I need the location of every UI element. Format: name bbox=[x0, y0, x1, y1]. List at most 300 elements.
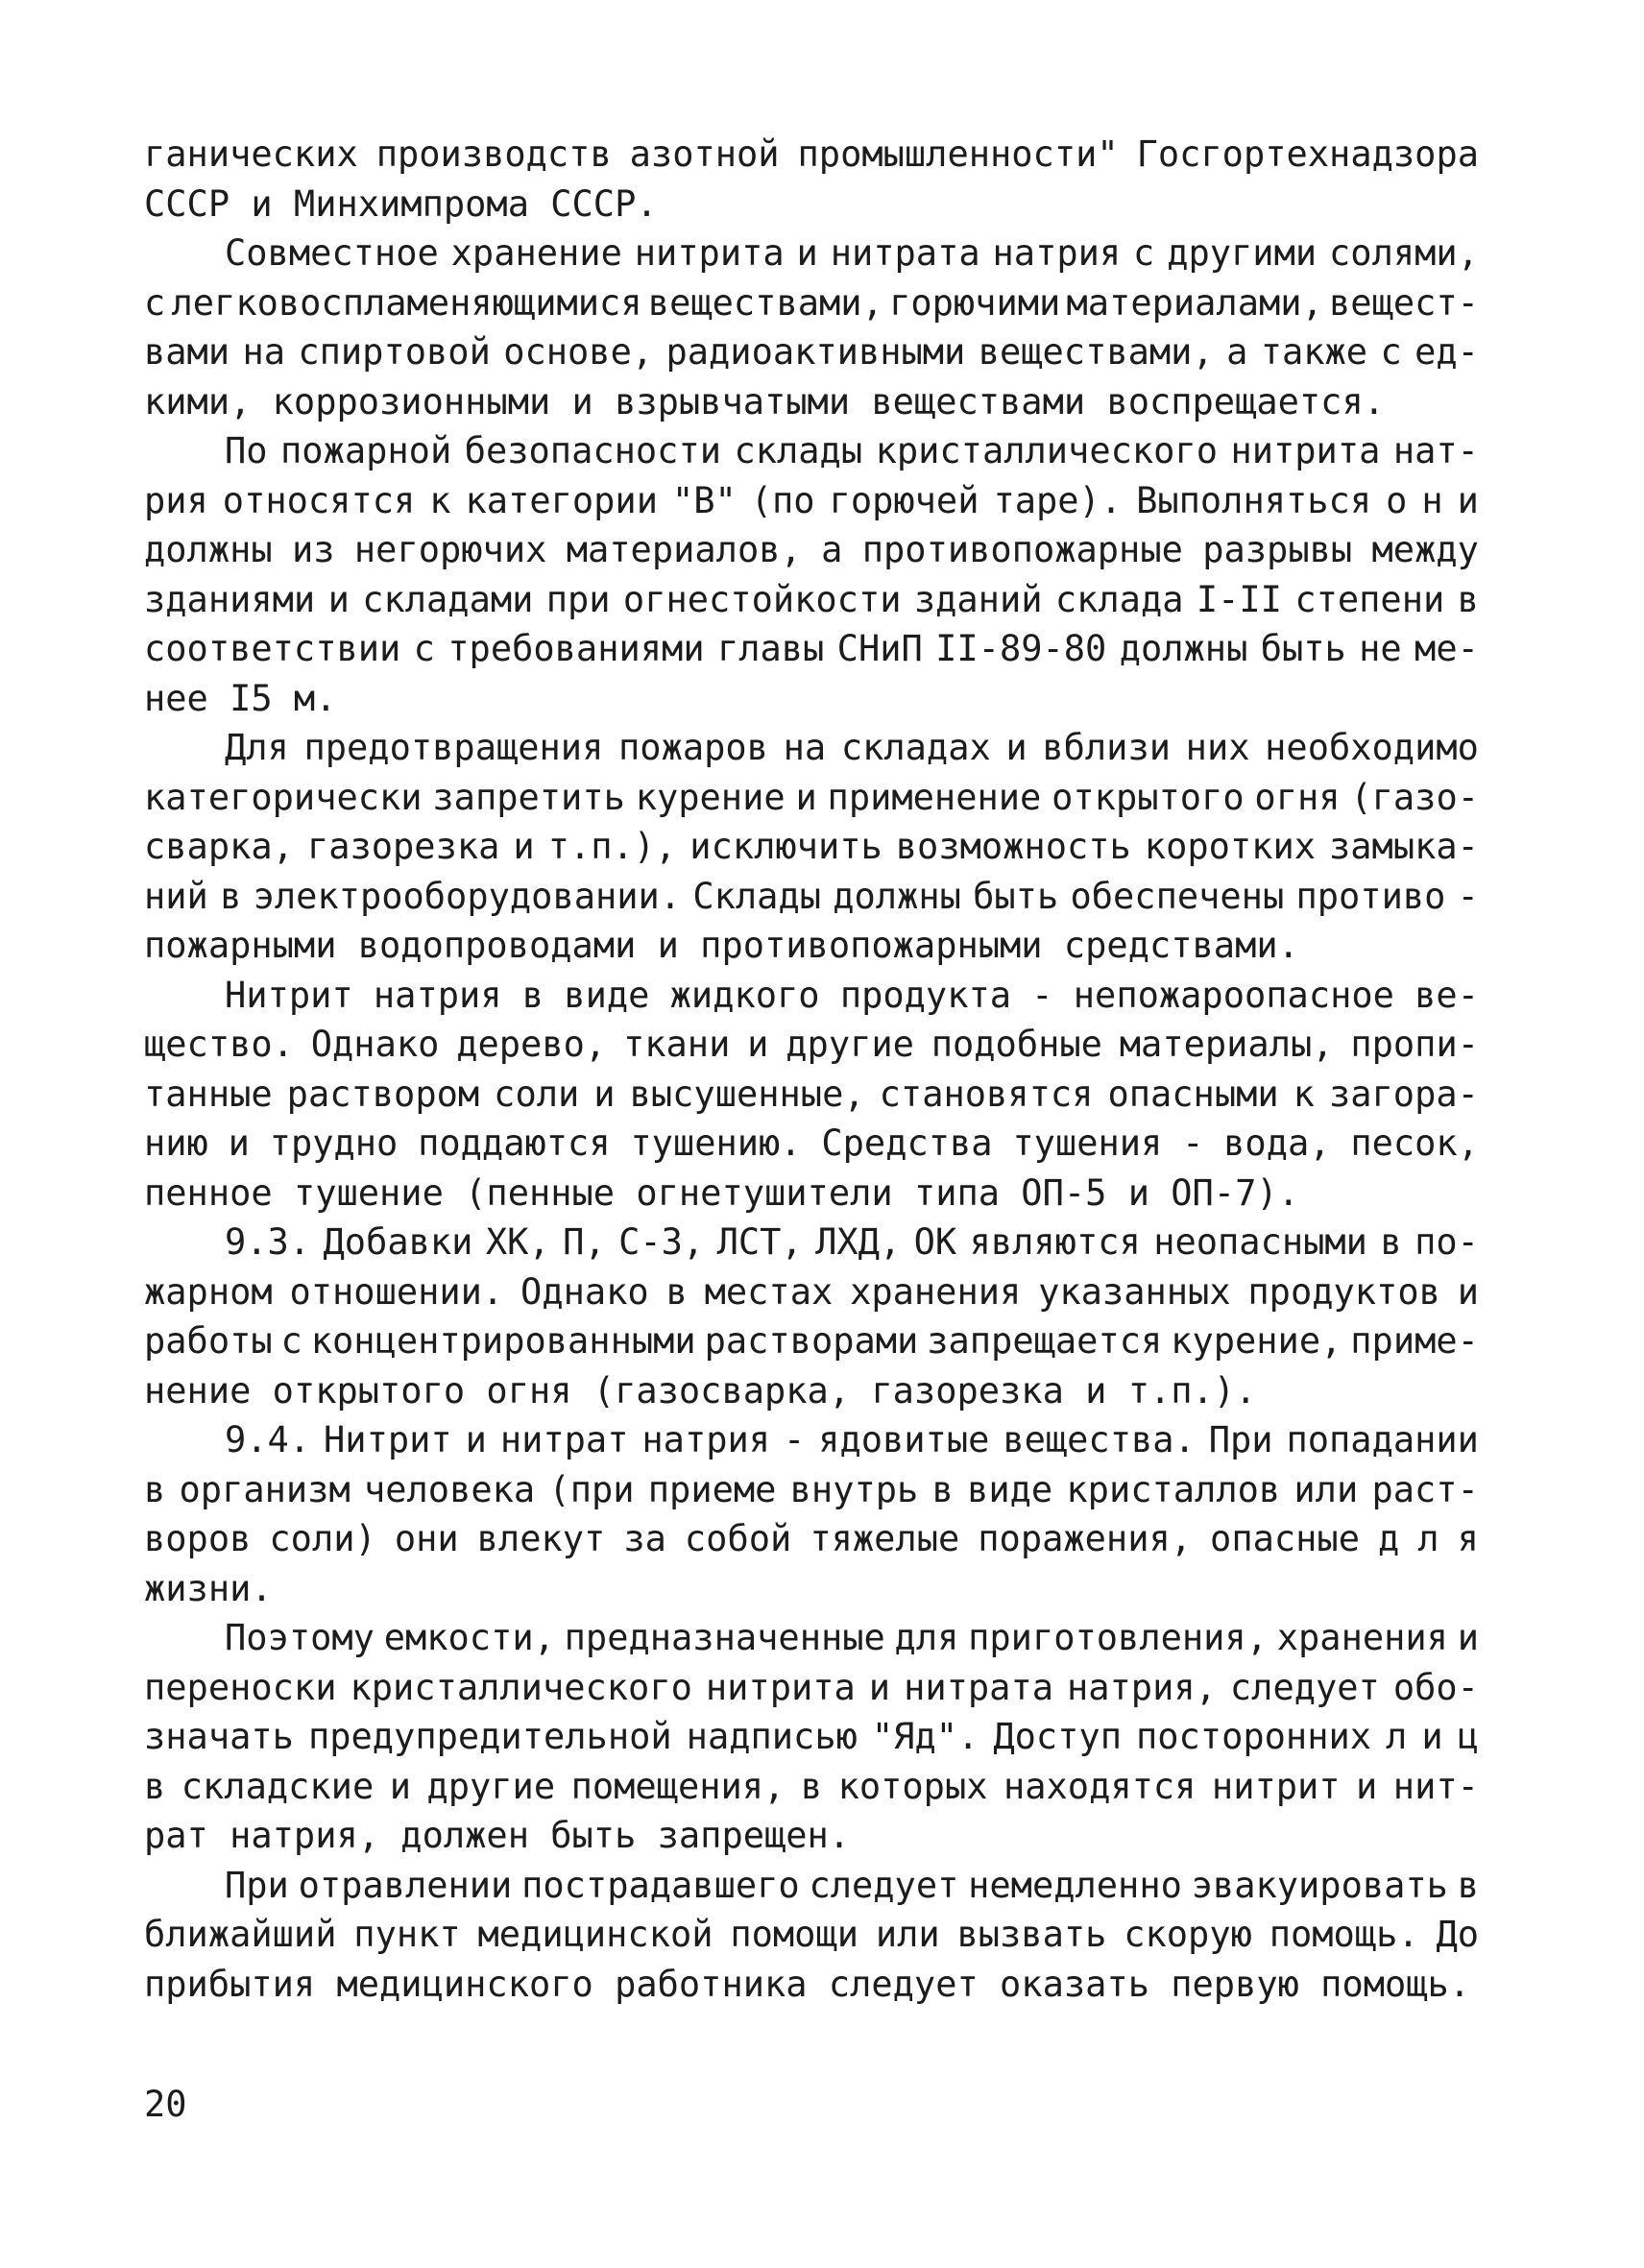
word: при bbox=[545, 578, 611, 620]
word: нит- bbox=[1392, 1765, 1479, 1807]
text-line bbox=[144, 1762, 1479, 1812]
word: веществами, bbox=[647, 281, 883, 324]
word: в bbox=[144, 1765, 166, 1807]
word: и bbox=[795, 776, 817, 818]
word: должны bbox=[144, 529, 273, 570]
word: и bbox=[327, 578, 350, 620]
word: по- bbox=[1414, 1221, 1479, 1263]
word: ткани bbox=[622, 1024, 731, 1065]
paragraph bbox=[144, 130, 1479, 229]
text-line bbox=[144, 1119, 1479, 1169]
word: дерево, bbox=[456, 1024, 607, 1065]
word: обеспечены bbox=[1070, 875, 1285, 917]
word: ХК, bbox=[485, 1221, 550, 1263]
text-line bbox=[144, 476, 1479, 526]
word: собой bbox=[684, 1518, 792, 1559]
word: человека bbox=[363, 1468, 536, 1510]
word: и bbox=[593, 1073, 616, 1115]
word: ядовитые bbox=[818, 1419, 990, 1460]
word: материалов, bbox=[566, 529, 802, 570]
word: электрооборудовании. bbox=[253, 875, 682, 917]
word: воров bbox=[144, 1518, 252, 1559]
text-line bbox=[144, 773, 1479, 823]
word: находятся bbox=[1003, 1765, 1197, 1807]
text-line bbox=[144, 130, 1479, 180]
word: в bbox=[1457, 1864, 1479, 1906]
paragraph bbox=[144, 1415, 1479, 1613]
word: промышленности" bbox=[797, 133, 1119, 175]
word: них bbox=[1185, 727, 1250, 768]
word: в bbox=[144, 1468, 166, 1510]
word: раствором bbox=[286, 1073, 480, 1115]
word: т.п.), bbox=[547, 826, 677, 867]
word: эвакуировать bbox=[1191, 1864, 1448, 1906]
word: поддаются bbox=[418, 1122, 611, 1164]
text-line bbox=[144, 1316, 1479, 1366]
text-line: кими, коррозионными и взрывчатыми веществами воспрещается. bbox=[144, 380, 1386, 422]
word: и bbox=[1421, 1716, 1443, 1757]
word: - bbox=[1031, 974, 1053, 1016]
word: Поэтому bbox=[225, 1617, 375, 1658]
word: л bbox=[1386, 1716, 1408, 1757]
word: и bbox=[465, 1419, 487, 1460]
word: кристаллического bbox=[350, 1666, 692, 1708]
text-line: прибытия медицинского работника следует оказать первую помощь. bbox=[144, 1963, 1471, 2005]
word: другие bbox=[426, 1765, 556, 1807]
word: хранения bbox=[850, 1270, 1022, 1313]
word: с bbox=[280, 1320, 302, 1362]
text-line: пожарными водопроводами и противопожарными средствами. bbox=[144, 925, 1299, 966]
word: противо bbox=[1295, 875, 1446, 917]
word: II-89-80 bbox=[935, 628, 1107, 669]
word: за bbox=[623, 1518, 666, 1559]
word: должны bbox=[833, 875, 961, 917]
word: необходимо bbox=[1265, 727, 1479, 768]
word: запрещается bbox=[927, 1320, 1163, 1362]
word: пожарной bbox=[280, 430, 452, 471]
word: а bbox=[821, 529, 843, 570]
text-line bbox=[144, 1465, 1479, 1515]
word: пропи- bbox=[1350, 1024, 1479, 1065]
text-line bbox=[144, 1070, 1479, 1120]
word: складами bbox=[362, 578, 534, 620]
word: отравлении bbox=[298, 1864, 513, 1906]
word: и bbox=[796, 232, 818, 274]
word: СНиП bbox=[836, 628, 923, 669]
text-line bbox=[144, 1861, 1479, 1911]
word: трудно bbox=[269, 1122, 399, 1164]
word: категорически bbox=[144, 776, 423, 818]
word: и bbox=[1457, 1617, 1479, 1658]
text-line bbox=[144, 1663, 1479, 1713]
word: Склады bbox=[692, 875, 821, 917]
word: в bbox=[800, 1765, 823, 1807]
word: пострадавшего bbox=[521, 1864, 800, 1906]
word: горючими bbox=[889, 281, 1061, 324]
word: и bbox=[1356, 1765, 1378, 1807]
word: скорую bbox=[1124, 1914, 1252, 1955]
word: л bbox=[1417, 1518, 1439, 1559]
word: вещест- bbox=[1329, 281, 1479, 324]
word: зданиями bbox=[144, 578, 316, 620]
word: немедленно bbox=[968, 1864, 1182, 1906]
word: или bbox=[1293, 1468, 1359, 1510]
word: становятся bbox=[879, 1073, 1094, 1115]
word: помещения, bbox=[570, 1765, 786, 1807]
word: радиоактивными bbox=[665, 331, 966, 373]
body-text bbox=[144, 130, 1479, 2009]
word: Нитрит bbox=[324, 1419, 452, 1460]
word: продукта bbox=[839, 974, 1012, 1016]
text-line bbox=[144, 1218, 1479, 1267]
word: и bbox=[1457, 1270, 1479, 1313]
word: нитрат bbox=[499, 1419, 629, 1460]
word: виде bbox=[967, 1468, 1053, 1510]
paragraph bbox=[144, 723, 1479, 971]
word: натрия bbox=[373, 974, 502, 1016]
word: вызвать bbox=[956, 1914, 1107, 1955]
word: неопасными bbox=[1153, 1221, 1367, 1263]
word: виде bbox=[564, 974, 650, 1016]
word: с bbox=[144, 281, 166, 324]
word: тяжелые bbox=[810, 1518, 960, 1559]
text-line bbox=[144, 723, 1479, 773]
word: ганических bbox=[144, 133, 358, 175]
word: растворами bbox=[704, 1320, 919, 1362]
word: в bbox=[1457, 578, 1479, 620]
word: нитрит bbox=[1211, 1765, 1341, 1807]
word: а bbox=[1226, 331, 1248, 373]
word: безопасности bbox=[464, 430, 721, 471]
word: которых bbox=[837, 1765, 988, 1807]
word: приме- bbox=[1350, 1320, 1479, 1362]
word: и bbox=[228, 1122, 250, 1164]
word: Доступ bbox=[993, 1716, 1122, 1757]
word: для bbox=[894, 1617, 959, 1658]
word: к bbox=[1293, 1073, 1315, 1115]
word: ед- bbox=[1414, 331, 1479, 373]
word: исключить bbox=[689, 826, 882, 867]
word: курение, bbox=[1171, 1320, 1342, 1362]
word: медицинской bbox=[477, 1914, 713, 1955]
word: главы bbox=[716, 628, 825, 669]
word: с bbox=[1133, 232, 1155, 274]
word: (газо- bbox=[1350, 776, 1479, 818]
word: газорезка bbox=[306, 826, 500, 867]
text-line bbox=[144, 1415, 1479, 1465]
word: посторонних bbox=[1135, 1716, 1372, 1757]
word: и bbox=[747, 1024, 769, 1065]
word: влекут bbox=[476, 1518, 606, 1559]
word: нитрата bbox=[904, 1666, 1053, 1708]
word: подобные bbox=[931, 1024, 1102, 1065]
word: нию bbox=[144, 1122, 208, 1164]
word: натрия bbox=[992, 232, 1122, 274]
text-line: нение открытого огня (газосварка, газорезка и т.п.). bbox=[144, 1369, 1257, 1411]
word: в bbox=[931, 1468, 954, 1510]
word: нитрита bbox=[634, 232, 785, 274]
word: предупредительной bbox=[307, 1716, 672, 1757]
word: и bbox=[513, 826, 535, 867]
word: на bbox=[242, 331, 286, 373]
text-line bbox=[144, 327, 1479, 377]
word: категории bbox=[465, 479, 658, 521]
text-line: пенное тушение (пенные огнетушители типа ОП-5 и ОП-7). bbox=[144, 1171, 1299, 1214]
word: вблизи bbox=[1042, 727, 1172, 768]
word: д bbox=[1378, 1518, 1400, 1559]
word: замыка- bbox=[1329, 826, 1479, 867]
word: надписью bbox=[686, 1716, 858, 1757]
word: жидкого bbox=[669, 974, 820, 1016]
word: работы bbox=[144, 1320, 273, 1362]
word: они bbox=[394, 1518, 459, 1559]
word: быть bbox=[1260, 628, 1346, 669]
word: емкости, bbox=[383, 1617, 555, 1658]
word: и bbox=[1457, 479, 1479, 521]
word: ближайший bbox=[144, 1914, 337, 1955]
word: Добавки bbox=[323, 1221, 473, 1263]
text-line bbox=[144, 1910, 1479, 1960]
word: песок, bbox=[1350, 1122, 1479, 1164]
word: - bbox=[783, 1419, 806, 1460]
word: внутрь bbox=[789, 1468, 919, 1510]
word: щество. bbox=[144, 1024, 294, 1065]
text-line bbox=[144, 1020, 1479, 1070]
word: кристаллов bbox=[1066, 1468, 1281, 1510]
word: соли) bbox=[269, 1518, 376, 1559]
word: быть bbox=[973, 875, 1059, 917]
word: натрия bbox=[641, 1419, 771, 1460]
word: переноски bbox=[144, 1666, 337, 1708]
word: ве- bbox=[1414, 974, 1479, 1016]
word: раст- bbox=[1371, 1468, 1479, 1510]
word: в bbox=[220, 875, 242, 917]
word: другими bbox=[1167, 232, 1318, 274]
word: зданий bbox=[913, 578, 1043, 620]
word: - bbox=[1182, 1122, 1204, 1164]
word: должны bbox=[1119, 628, 1248, 669]
paragraph bbox=[144, 1861, 1479, 2010]
word: высушенные, bbox=[629, 1073, 865, 1115]
text-line bbox=[144, 1712, 1479, 1762]
word: разрывы bbox=[1202, 529, 1353, 570]
text-line bbox=[144, 1613, 1479, 1663]
word: не bbox=[1359, 628, 1402, 669]
word: в bbox=[1380, 1221, 1402, 1263]
word: хранение bbox=[450, 232, 622, 274]
word: применение bbox=[827, 776, 1042, 818]
word: концентрированными bbox=[310, 1320, 696, 1362]
word: материалами, bbox=[1066, 281, 1323, 324]
word: соответствии bbox=[144, 628, 401, 669]
text-line: СССР и Минхимпрома СССР. bbox=[144, 182, 658, 225]
word: ме- bbox=[1414, 628, 1479, 669]
word: нитрата bbox=[830, 232, 980, 274]
word: пункт bbox=[353, 1914, 461, 1955]
word: отношении. bbox=[289, 1270, 504, 1313]
word: (по bbox=[750, 479, 815, 521]
word: степени bbox=[1294, 578, 1445, 620]
word: ЛХД, bbox=[815, 1221, 902, 1263]
word: тушению. bbox=[630, 1122, 802, 1164]
word: веществами, bbox=[978, 331, 1214, 373]
word: опасными bbox=[1107, 1073, 1279, 1115]
text-line bbox=[144, 822, 1479, 872]
word: Однако bbox=[310, 1024, 440, 1065]
word: продуктов bbox=[1247, 1270, 1440, 1313]
word: хранения bbox=[1276, 1617, 1448, 1658]
word: являются bbox=[969, 1221, 1141, 1263]
word: предотвращения bbox=[303, 727, 604, 768]
text-line bbox=[144, 525, 1479, 575]
paragraph bbox=[144, 1613, 1479, 1861]
word: ЛСТ, bbox=[716, 1221, 803, 1263]
word: загора- bbox=[1328, 1073, 1479, 1115]
paragraph bbox=[144, 426, 1479, 723]
word: 9.3. bbox=[225, 1221, 311, 1263]
word: По bbox=[225, 430, 268, 471]
word: также bbox=[1260, 331, 1368, 373]
word: поражения, bbox=[978, 1518, 1193, 1559]
word: вода, bbox=[1223, 1122, 1331, 1164]
text-line: жизни. bbox=[144, 1567, 273, 1609]
word: непожароопасное bbox=[1073, 974, 1394, 1016]
word: натрия, bbox=[1066, 1666, 1217, 1708]
word: нитрита bbox=[705, 1666, 856, 1708]
text-line bbox=[144, 971, 1479, 1021]
word: помощи bbox=[730, 1914, 859, 1955]
paragraph bbox=[144, 229, 1479, 426]
word: на bbox=[783, 727, 827, 768]
text-line bbox=[144, 872, 1479, 922]
word: в bbox=[665, 1270, 688, 1313]
word: склады bbox=[734, 430, 863, 471]
word: - bbox=[1457, 875, 1479, 917]
word: значать bbox=[144, 1716, 294, 1757]
word: открытого bbox=[1052, 776, 1245, 818]
word: запретить bbox=[432, 776, 625, 818]
word: спиртовой bbox=[298, 331, 491, 373]
text-line bbox=[144, 1267, 1479, 1317]
text-line: нее I5 м. bbox=[144, 677, 337, 719]
word: нат- bbox=[1392, 430, 1479, 471]
word: складские bbox=[181, 1765, 375, 1807]
word: I-II bbox=[1196, 578, 1282, 620]
word: склада bbox=[1054, 578, 1184, 620]
word: пожаров bbox=[618, 727, 768, 768]
word: До bbox=[1436, 1914, 1479, 1955]
word: предназначенные bbox=[564, 1617, 885, 1658]
word: Совместное bbox=[225, 232, 439, 274]
word: обо- bbox=[1392, 1666, 1479, 1708]
word: Выполняться bbox=[1136, 479, 1372, 521]
word: попадании bbox=[1286, 1419, 1479, 1460]
word: материалы, bbox=[1119, 1024, 1334, 1065]
word: я bbox=[1457, 1518, 1479, 1559]
text-line bbox=[144, 229, 1479, 278]
word: Нитрит bbox=[225, 974, 353, 1016]
word: П, bbox=[563, 1221, 606, 1263]
word: Однако bbox=[520, 1270, 649, 1313]
word: н bbox=[1421, 479, 1443, 521]
word: приготовления, bbox=[968, 1617, 1268, 1658]
word: Госгортехнадзора bbox=[1136, 133, 1479, 175]
word: вами bbox=[144, 331, 230, 373]
word: требованиями bbox=[447, 628, 705, 669]
text-line bbox=[144, 278, 1479, 328]
word: возможность bbox=[895, 826, 1131, 867]
word: приеме bbox=[647, 1468, 777, 1510]
text-line bbox=[144, 624, 1479, 674]
word: с bbox=[413, 628, 435, 669]
word: Средства bbox=[821, 1122, 993, 1164]
word: курение bbox=[635, 776, 786, 818]
text-line bbox=[144, 1514, 1479, 1564]
word: указанных bbox=[1038, 1270, 1231, 1313]
word: относятся bbox=[222, 479, 416, 521]
word: При bbox=[1208, 1419, 1273, 1460]
word: опасные bbox=[1210, 1518, 1360, 1559]
text-line bbox=[144, 426, 1479, 476]
word: местах bbox=[704, 1270, 834, 1313]
word: "Яд". bbox=[871, 1716, 979, 1757]
word: и bbox=[1005, 727, 1028, 768]
word: горючей bbox=[829, 479, 979, 521]
word: огнестойкости bbox=[622, 578, 902, 620]
word: При bbox=[225, 1864, 289, 1906]
word: сварка, bbox=[144, 826, 294, 867]
word: помощь. bbox=[1269, 1914, 1419, 1955]
word: танные bbox=[144, 1073, 273, 1115]
word: и bbox=[389, 1765, 411, 1807]
word: и bbox=[868, 1666, 891, 1708]
word: ний bbox=[144, 875, 208, 917]
paragraph bbox=[144, 1218, 1479, 1415]
word: соли bbox=[494, 1073, 580, 1115]
word: между bbox=[1371, 529, 1479, 570]
word: жарном bbox=[144, 1270, 273, 1313]
word: таре). bbox=[993, 479, 1123, 521]
word: с bbox=[1380, 331, 1402, 373]
paragraph bbox=[144, 971, 1479, 1218]
word: в bbox=[521, 974, 544, 1016]
word: основе, bbox=[503, 331, 654, 373]
word: ц bbox=[1457, 1716, 1479, 1757]
word: С-3, bbox=[618, 1221, 705, 1263]
word: 9.4. bbox=[225, 1419, 311, 1460]
word: негорючих bbox=[353, 529, 547, 570]
word: производств bbox=[375, 133, 612, 175]
word: противопожарные bbox=[861, 529, 1183, 570]
word: "В" bbox=[671, 479, 737, 521]
word: к bbox=[429, 479, 451, 521]
word: организм bbox=[179, 1468, 351, 1510]
word: тушения bbox=[1012, 1122, 1163, 1164]
word: складах bbox=[840, 727, 991, 768]
word: из bbox=[292, 529, 335, 570]
word: коротких bbox=[1144, 826, 1317, 867]
word: или bbox=[875, 1914, 940, 1955]
word: рия bbox=[144, 479, 208, 521]
word: о bbox=[1386, 479, 1408, 521]
word: азотной bbox=[629, 133, 780, 175]
word: кристаллического bbox=[875, 430, 1218, 471]
word: другие bbox=[786, 1024, 914, 1065]
word: Для bbox=[225, 727, 289, 768]
word: легковоспламеняющимися bbox=[171, 281, 642, 324]
word: ОК bbox=[913, 1221, 957, 1263]
word: нитрита bbox=[1230, 430, 1381, 471]
